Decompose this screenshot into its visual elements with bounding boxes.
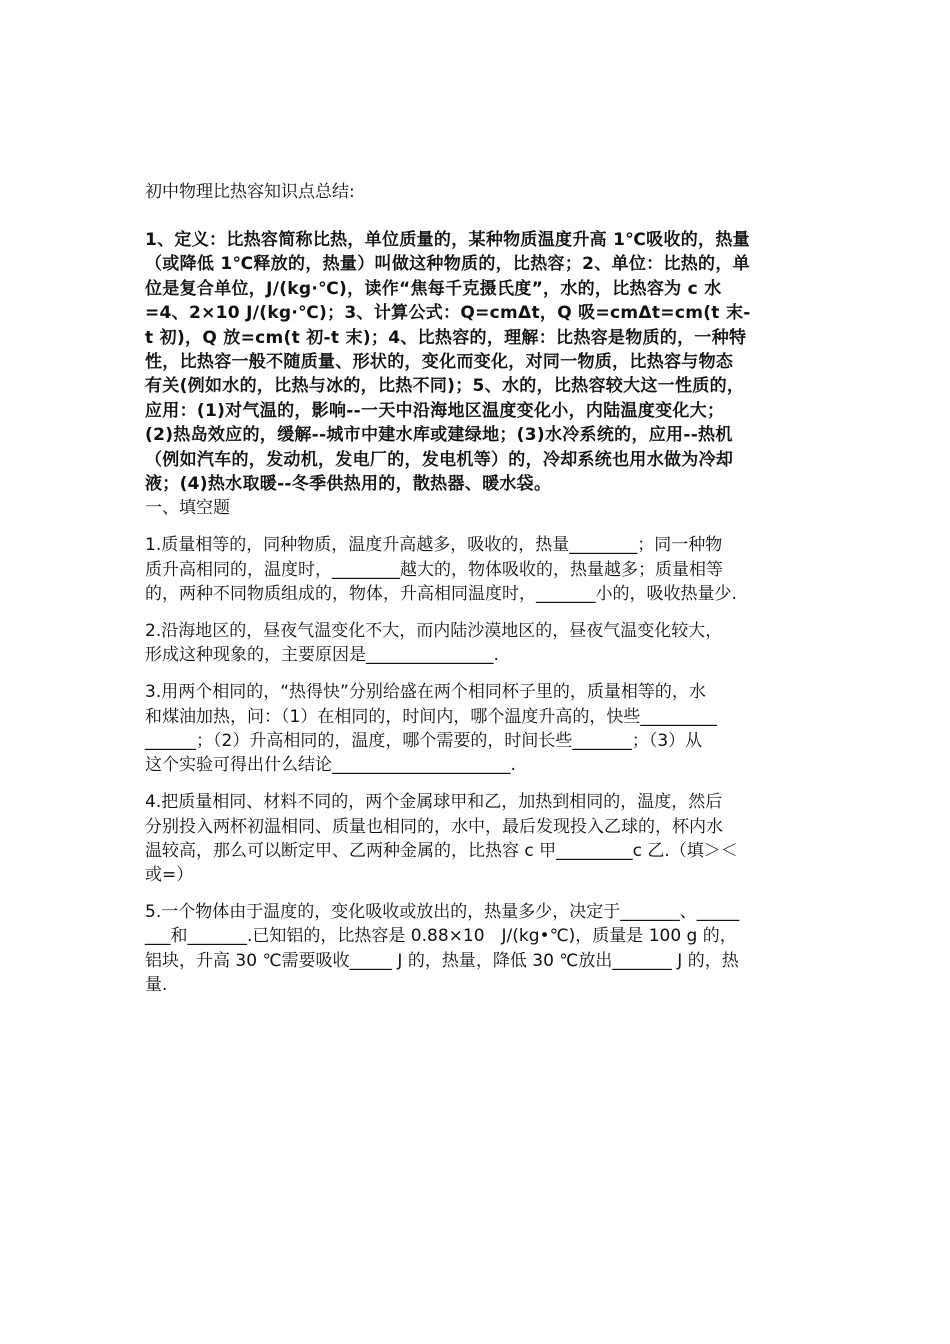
question-line: ______；（2）升高相同的，温度，哪个需要的，时间长些_______；（3）从 [145,730,703,751]
summary-line: 位是复合单位，J/(kg·℃)，读作“焦每千克摄氏度”，水的，比热容为 c 水 [145,278,722,299]
question-line: 3.用两个相同的，“热得快”分别给盛在两个相同杯子里的，质量相等的，水 [145,682,706,703]
section-heading: 一、填空题 [145,498,230,519]
summary-line: 1、定义：比热容简称比热，单位质量的，某种物质温度升高 1℃吸收的，热量 [145,230,750,250]
summary-line: =4、2×10 J/(kg·℃)；3、计算公式：Q=cmΔt，Q 吸=cmΔt=cm(t 末- [145,303,751,324]
question-line: 2.沿海地区的，昼夜气温变化不大，而内陆沙漠地区的，昼夜气温变化较大， [145,621,723,642]
summary-line: 应用：(1)对气温的，影响--一天中沿海地区温度变化小，内陆温度变化大； [145,400,725,421]
question-line: 形成这种现象的，主要原因是_______________. [145,645,499,666]
question-5 [145,900,813,997]
question-line: 质升高相同的，温度时，________越大的，物体吸收的，热量越多；质量相等 [145,559,723,580]
summary-line: 液；(4)热水取暖--冬季供热用的，散热器、暖水袋。 [145,474,552,495]
summary-line: t 初)，Q 放=cm(t 初-t 末)；4、比热容的，理解：比热容是物质的，一种特 [145,327,747,348]
question-line: 1.质量相等的，同种物质，温度升高越多，吸收的，热量________；同一种物 [145,535,723,556]
question-line: 这个实验可得出什么结论_____________________. [145,755,516,776]
question-line: 的，两种不同物质组成的，物体，升高相同温度时，_______小的，吸收热量少. [145,583,737,604]
question-line: 分别投入两杯初温相同、质量也相同的，水中，最后发现投入乙球的，杯内水 [145,816,723,837]
question-4 [145,790,813,887]
question-line: 量. [145,974,168,995]
summary-line: （或降低 1℃释放的，热量）叫做这种物质的，比热容；2、单位：比热的，单 [145,254,750,275]
question-line: 或=） [145,864,194,885]
question-line: 温较高，那么可以断定甲、乙两种金属的，比热容 c 甲_________c 乙.（填＞＜ [145,840,738,861]
summary-paragraph [145,228,813,496]
document-title: 初中物理比热容知识点总结: [145,182,355,202]
summary-line: 性，比热容一般不随质量、形状的，变化而变化，对同一物质，比热容与物态 [145,352,734,373]
question-line: 和煤油加热，问：（1）在相同的，时间内，哪个温度升高的，快些_________ [145,706,717,727]
question-line: 铝块，升高 30 ℃需要吸收_____ J 的，热量，降低 30 ℃放出_______ J 的，热 [145,950,739,971]
summary-line: （例如汽车的，发动机，发电厂的，发电机等）的，冷却系统也用水做为冷却 [145,449,734,470]
question-1 [145,533,813,606]
question-3 [145,680,813,777]
document-page [145,178,813,1010]
question-line: 5.一个物体由于温度的，变化吸收或放出的，热量多少，决定于_______、_____ [145,902,740,923]
question-2 [145,619,813,667]
question-line: ___和_______.已知铝的，比热容是 0.88×10 J/(kg•℃)，质量是 100 g 的， [145,926,737,947]
question-line: 4.把质量相同、材料不同的，两个金属球甲和乙，加热到相同的，温度，然后 [145,792,723,813]
summary-line: 有关(例如水的，比热与冰的，比热不同)；5、水的，比热容较大这一性质的， [145,376,745,397]
summary-line: (2)热岛效应的，缓解--城市中建水库或建绿地；(3)水冷系统的，应用--热机 [145,425,733,446]
